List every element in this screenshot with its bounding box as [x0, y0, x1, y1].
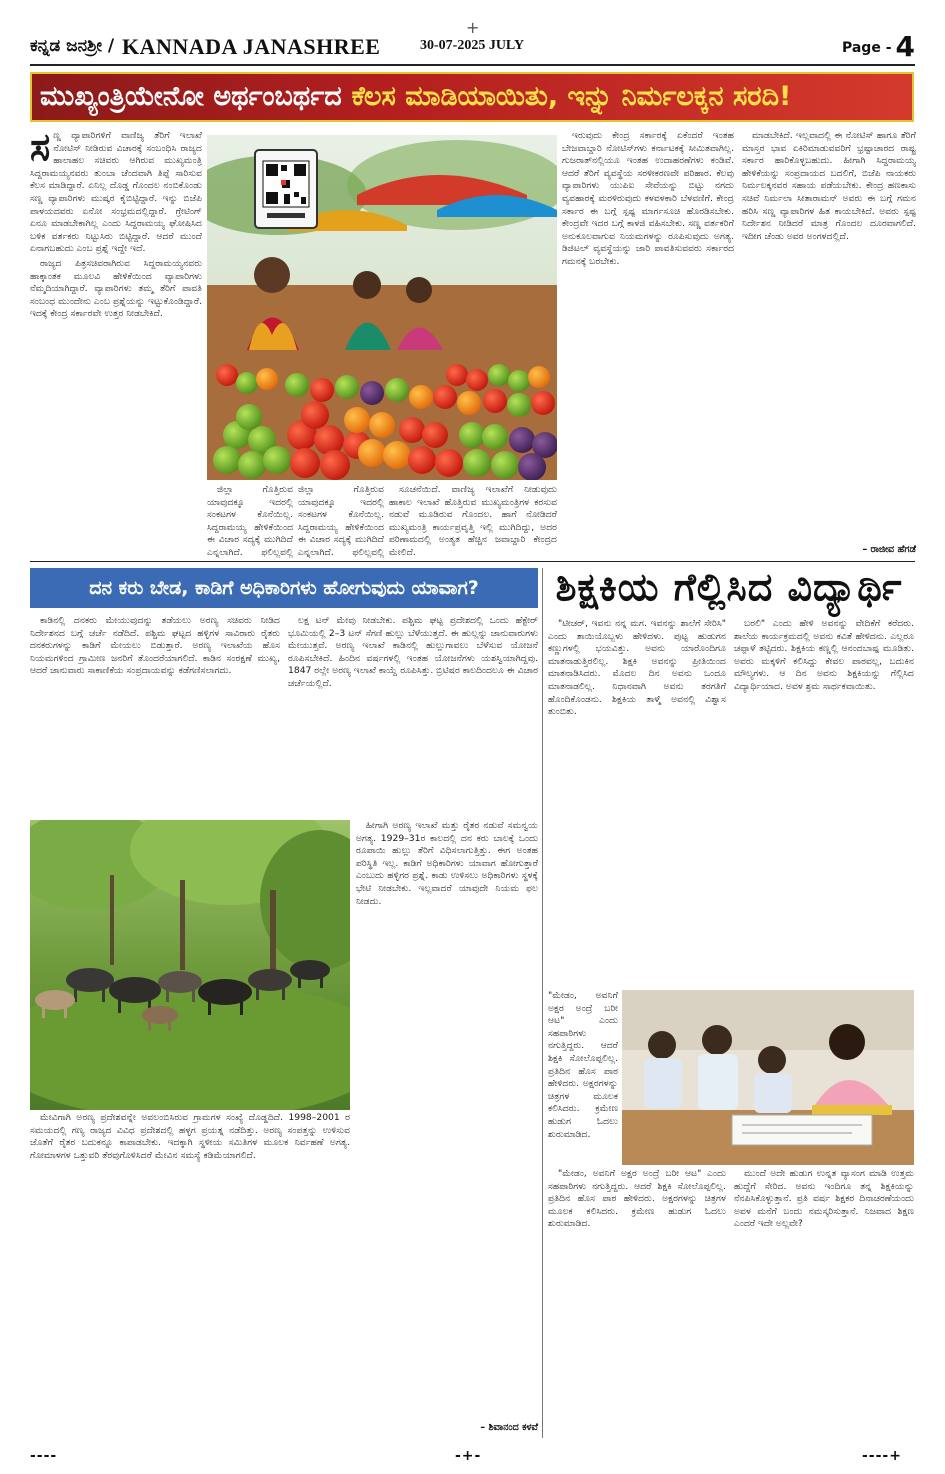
cattle-grazing-photo [30, 820, 350, 1110]
article1-column-3 [389, 484, 557, 560]
article1-dropcap: ಸ [30, 130, 51, 169]
article1-paragraph: ರಾಜ್ಯದ ಪಿತ್ರಸಚಿವರಾಗಿರುವ ಸಿದ್ದರಾಮಯ್ಯನವರು ಹಾಕ್ಕಾಂತಕ ಮೂಲವಿ ಹೇಳಿಕೆಯಿಂದ ವ್ಯಾಪಾರಿಗಳು ನೆಮ್ಮದಿಯಾಗಿದ್ದಾರೆ. ವ್ಯಾಪಾರಿಗಳು ತಮ್ಮ ತೆರಿಗೆ ಪಾವತಿ ಸಂಬಂಧ ಮುಂದೇನು ಎಂಬ ಪ್ರಶ್ನೆಯನ್ನು ಇಟ್ಟುಕೊಂಡಿದ್ದಾರೆ. ಇದಕ್ಕೆ ಕೇಂದ್ರ ಸರ್ಕಾರವೇ ಉತ್ತರ ನೀಡಬೇಕಿದೆ. [30, 257, 202, 320]
article3-headline: ಶಿಕ್ಷಕಿಯ ಗೆಲ್ಲಿಸಿದ ವಿದ್ಯಾರ್ಥಿ [555, 564, 903, 609]
footer-crop-mark: ----+ [862, 1448, 902, 1464]
registration-mark-icon: + [466, 18, 480, 37]
article1-headline-part2: ಕೆಲಸ ಮಾಡಿಯಾಯಿತು, ಇನ್ನು ನಿರ್ಮಲಕ್ಕನ ಸರದಿ! [351, 81, 792, 112]
article3-paragraph: "ಮೇಡಂ, ಅವನಿಗೆ ಅಕ್ಷರ ಅಂದ್ರೆ ಬರೀ ಆಟ" ಎಂದು ಸಹಪಾಠಿಗಳು ನಗುತ್ತಿದ್ದರು. ಆದರೆ ಶಿಕ್ಷಕಿ ಸೋಲೊಪ್ಪಲಿಲ್ಲ. ಪ್ರತಿದಿನ ಹೊಸ ಪಾಠ ಹೇಳಿದರು. ಅಕ್ಷರಗಳನ್ನು ಚಿತ್ರಗಳ ಮೂಲಕ ಕಲಿಸಿದರು. ಕ್ರಮೇಣ ಹುಡುಗ ಓದಲು ಶುರುಮಾಡಿದ. [548, 1168, 726, 1230]
article1-column-4 [562, 130, 734, 560]
article2-paragraph: ಲಕ್ಷ ಟನ್ ಮೇವು ನೀಡಬೇಕು. ಪಶ್ಚಿಮ ಘಟ್ಟ ಪ್ರದೇಶದಲ್ಲಿ ಒಂದು ಹೆಕ್ಟೇರ್ ಭೂಮಿಯಲ್ಲಿ 2–3 ಟನ್ ಸೆಗಣಿ ಹುಲ್ಲು ಬೆಳೆಯುತ್ತದೆ. ಈ ಹುಲ್ಲನ್ನು ಜಾನುವಾರುಗಳು ಮೇಯುತ್ತವೆ. ಅರಣ್ಯ ಇಲಾಖೆ ಕಾಡಿನಲ್ಲಿ ಹುಲ್ಲುಗಾವಲು ಬೆಳೆಸುವ ಯೋಜನೆ ರೂಪಿಸಬೇಕಿದೆ. ಹಿಂದಿನ ವರ್ಷಗಳಲ್ಲಿ ಇಂತಹ ಯೋಜನೆಗಳು ಯಶಸ್ವಿಯಾಗಿದ್ದವು. 1847 ರಲ್ಲೇ ಅರಣ್ಯ ಇಲಾಖೆ ಕಾಯ್ದೆ ರೂಪಿಸಿತ್ತು. ಬ್ರಿಟಿಷರ ಕಾಲದಿಂದಲೂ ಈ ವಿಚಾರ ಚರ್ಚೆಯಲ್ಲಿದೆ. [288, 615, 538, 689]
page-indicator [842, 30, 915, 63]
article3-column-2 [734, 618, 914, 988]
article1-paragraph: ಜಿಲ್ಲಾ ಗೊತ್ತಿರುವ ಯಾವುದಕ್ಕೂ ಇದರಲ್ಲಿ ಸಂಕಟಗಳ ಕೊನೆಯಿಲ್ಲ. ಸಿದ್ದರಾಮಯ್ಯ ಹೇಳಿಕೆಯಿಂದ ಈ ವಿಚಾರ ಸದ್ಯಕ್ಕೆ ಮುಗಿದಿದೆ ಎನ್ನಲಾಗಿದೆ. ಫಲಿಲ್ಲವಲ್ಲಿ [207, 484, 293, 558]
section-divider [30, 561, 915, 562]
masthead-title-kannada: ಕನ್ನಡ ಜನಶ್ರೀ / [30, 36, 115, 56]
article2-column-2b [356, 820, 538, 1420]
classroom-illustration [622, 990, 914, 1165]
article3-column-1c [548, 1168, 726, 1438]
article1-column-2b [298, 484, 384, 560]
footer-crop-mark: -+- [455, 1448, 482, 1464]
article3-paragraph: "ಟೀಚರ್, ಇವನು ನನ್ನ ಮಗ. ಇವನನ್ನು ಶಾಲೆಗೆ ಸೇರಿಸಿ" ಎಂದು ತಾಯಿಯೊಬ್ಬಳು ಹೇಳಿದಳು. ಪುಟ್ಟ ಹುಡುಗನ ಕಣ್ಣುಗಳಲ್ಲಿ ಭಯವಿತ್ತು. ಅವನು ಯಾರೊಂದಿಗೂ ಮಾತನಾಡುತ್ತಿರಲಿಲ್ಲ. ಶಿಕ್ಷಕಿ ಅವನನ್ನು ಪ್ರೀತಿಯಿಂದ ಮಾತನಾಡಿಸಿದರು. ಮೊದಲ ದಿನ ಅವನು ಒಂದೂ ಮಾತನಾಡಲಿಲ್ಲ. ನಿಧಾನವಾಗಿ ಅವನು ತರಗತಿಗೆ ಹೊಂದಿಕೊಂಡನು. ಶಿಕ್ಷಕಿಯ ತಾಳ್ಮೆ ಅವನಲ್ಲಿ ವಿಶ್ವಾಸ ತುಂಬಿತು. [548, 618, 726, 718]
footer-crop-mark: ---- [30, 1448, 58, 1464]
article3-paragraph: "ಮೇಡಂ, ಅವನಿಗೆ ಅಕ್ಷರ ಅಂದ್ರೆ ಬರೀ ಆಟ" ಎಂದು ಸಹಪಾಠಿಗಳು ನಗುತ್ತಿದ್ದರು. ಆದರೆ ಶಿಕ್ಷಕಿ ಸೋಲೊಪ್ಪಲಿಲ್ಲ. ಪ್ರತಿದಿನ ಹೊಸ ಪಾಠ ಹೇಳಿದರು. ಅಕ್ಷರಗಳನ್ನು ಚಿತ್ರಗಳ ಮೂಲಕ ಕಲಿಸಿದರು. ಕ್ರಮೇಣ ಹುಡುಗ ಓದಲು ಶುರುಮಾಡಿದ. [548, 990, 618, 1140]
article1-paragraph: ಮಾಡಬೇಕಿದೆ. ಇಲ್ಲವಾದಲ್ಲಿ ಈ ನೋಟಿಸ್ ಹಾಗೂ ತೆರಿಗೆ ಮಾಸ್ತರ ಭಾವ ಏಕಿರಿಮಾಡುವವರಿಗೆ ಭ್ರಷ್ಟಾಚಾರದ ರಾಷ್ಟ್ರ ಸರ್ಕಾರ ಹಾರಿಕೊಳ್ಳಬಹುದು. ಹೀಗಾಗಿ ಸಿದ್ದರಾಮಯ್ಯ ಹೇಳಿಕೆಯನ್ನು ಸಂಪ್ರದಾಯದ ಬದಲಿಗೆ, ಬಿಜೆಪಿ ನಾಯಕರು ನಿರ್ಮಲಕ್ಕನವರ ಸಹಾಯ ಪಡೆಯಬೇಕು. ಕೇಂದ್ರ ಹಣಕಾಸು ಸಚಿವೆ ನಿರ್ಮಲಾ ಸೀತಾರಾಮನ್ ಅವರು ಈ ಬಗ್ಗೆ ಗಮನ ಹರಿಸಿ ಸಣ್ಣ ವ್ಯಾಪಾರಿಗಳ ಹಿತ ಕಾಯಬೇಕಿದೆ. ಅವರು ಸ್ಪಷ್ಟ ನಿರ್ದೇಶನ ನೀಡಿದರೆ ಮಾತ್ರ ಗೊಂದಲ ದೂರವಾಗಲಿದೆ. ಇದೀಗ ಚೆಂಡು ಅವರ ಅಂಗಳದಲ್ಲಿದೆ. [742, 130, 916, 242]
masthead-title-english: KANNADA JANASHREE [122, 34, 381, 59]
page-label: Page - [841, 40, 892, 56]
article2-column-2 [288, 615, 538, 815]
article1-headline-part1: ಮುಖ್ಯಂತ್ರಿಯೇನೋ ಅರ್ಥಂಬರ್ಥದ [40, 81, 342, 112]
article1-paragraph: ಸೂಚನೆಯಿದೆ. ವಾಣಿಜ್ಯ ಇಲಾಖೆಗೆ ನೀಡುವುದು ಹಾಕಾಲ ಇಲಾಖೆ ಹೊತ್ತಿರುವ ಮುಖ್ಯಮಂತ್ರಿಗಳ ಕರಸುವ ನಡುವೆ ಮೂಡಿರುವ ಗೊಂದಲ. ಹಾಗೆ ನೋಡಿದರೆ ಮುಖ್ಯಮಂತ್ರಿ ಕಾರ್ಯಪ್ರವೃತ್ತಿ ಇಲ್ಲಿ ಮುಗಿದಿದ್ದು, ಅದರ ಪರಿಣಾಮದಲ್ಲಿ ಅಂತ್ಯತ ಹೆಚ್ಚಿನ ಜವಾಬ್ದಾರಿ ಕೇಂದ್ರದ ಮೇಲಿದೆ. [389, 484, 557, 558]
market-photo-illustration [207, 135, 557, 480]
article1-column-5 [742, 130, 916, 542]
article2-paragraph: ಹೀಗಾಗಿ ಅರಣ್ಯ ಇಲಾಖೆ ಮತ್ತು ರೈತರ ನಡುವೆ ಸಮನ್ವಯ ಅಗತ್ಯ. 1929–31ರ ಕಾಲದಲ್ಲಿ ದನ ಕರು ಬಾಲಕ್ಕೆ ಒಂದು ರೂಪಾಯಿ ಹುಲ್ಲು ತೆರಿಗೆ ವಿಧಿಸಲಾಗುತ್ತಿತ್ತು. ಈಗ ಅಂತಹ ಪರಿಸ್ಥಿತಿ ಇಲ್ಲ. ಕಾಡಿಗೆ ಅಧಿಕಾರಿಗಳು ಯಾವಾಗ ಹೋಗುತ್ತಾರೆ ಎಂಬುದು ಹಳ್ಳಿಗರ ಪ್ರಶ್ನೆ. ಕಾಡು ಉಳಿಸಲು ಅಧಿಕಾರಿಗಳು ಸ್ಥಳಕ್ಕೆ ಭೇಟಿ ನೀಡಬೇಕು. ಇಲ್ಲವಾದರೆ ಯಾವುದೇ ನಿಯಮ ಫಲ ನೀಡದು. [356, 820, 538, 907]
cattle-grazing-illustration [30, 820, 350, 1110]
column-divider [542, 568, 543, 1438]
article2-paragraph: ಮೇವಿಗಾಗಿ ಅರಣ್ಯ ಪ್ರದೇಶವನ್ನೇ ಅವಲಂಬಿಸಿರುವ ಗ್ರಾಮಗಳ ಸಂಖ್ಯೆ ದೊಡ್ಡದಿದೆ. 1998–2001 ರ ಸಮಯದಲ್ಲಿ ಗಣ್ಯ ರಾಜ್ಯದ ವಿವಿಧ ಪ್ರದೇಶದಲ್ಲಿ ಹಳ್ಳಗ ಪ್ರಯತ್ನ ನಡೆದಿತ್ತು. ಅರಣ್ಯ ಸಂಪತ್ತನ್ನು ಉಳಿಸುವ ಜೊತೆಗೆ ರೈತರ ಬದುಕನ್ನೂ ಕಾಪಾಡಬೇಕು. ಇದಕ್ಕಾಗಿ ಸ್ಥಳೀಯ ಸಮಿತಿಗಳ ಮೂಲಕ ನಿರ್ವಹಣೆ ಅಗತ್ಯ. ಗೋಮಾಳಗಳ ಒತ್ತುವರಿ ತೆರವುಗೊಳಿಸಿದರೆ ಮೇವಿನ ಸಮಸ್ಯೆ ಕಡಿಮೆಯಾಗಲಿದೆ. [30, 1112, 350, 1161]
market-photo [207, 135, 557, 480]
article3-paragraph: ಬರಲಿ" ಎಂದು ಹೇಳಿ ಅವನನ್ನು ವೇದಿಕೆಗೆ ಕರೆದರು. ಶಾಲೆಯ ಕಾರ್ಯಕ್ರಮದಲ್ಲಿ ಅವನು ಕವಿತೆ ಹೇಳಿದನು. ಎಲ್ಲರೂ ಚಪ್ಪಾಳೆ ತಟ್ಟಿದರು. ಶಿಕ್ಷಕಿಯ ಕಣ್ಣಲ್ಲಿ ಆನಂದಬಾಷ್ಪ ಮೂಡಿತು. ಅವರು ಮಕ್ಕಳಿಗೆ ಕಲಿಸಿದ್ದು ಕೇವಲ ಪಾಠವಲ್ಲ, ಬದುಕಿನ ಮೌಲ್ಯಗಳು. ಆ ದಿನ ಅವನು ಶಿಕ್ಷಕಿಯನ್ನು ಗೆಲ್ಲಿಸಿದ ವಿದ್ಯಾರ್ಥಿಯಾದ. ಅವಳ ಶ್ರಮ ಸಾರ್ಥಕವಾಯಿತು. [734, 618, 914, 692]
masthead-rule [30, 64, 915, 66]
article1-column-2 [207, 484, 293, 560]
article3-column-1b [548, 990, 618, 1165]
page-number: 4 [895, 30, 915, 63]
article2-headline: ದನ ಕರು ಬೇಡ, ಕಾಡಿಗೆ ಅಧಿಕಾರಿಗಳು ಹೋಗುವುದು ಯಾವಾಗ? [30, 568, 538, 608]
article1-column-1 [30, 130, 202, 555]
article1-byline: – ರಾಜೀವ ಹೆಗಡೆ [862, 544, 916, 555]
article2-column-1b [30, 1112, 350, 1442]
article1-headline [30, 72, 914, 122]
article1-paragraph: ಣ್ಣ ವ್ಯಾಪಾರಿಗಳಿಗೆ ವಾಣಿಜ್ಯ ತೆರಿಗೆ ಇಲಾಖೆ ನೋಟಿಸ್ ನೀಡಿರುವ ವಿಚಾರಕ್ಕೆ ಸಂಬಂಧಿಸಿ ರಾಜ್ಯದ ಹಾಲಾಹಲ ಸಚಿವರು ಆಗಿರುವ ಮುಖ್ಯಮಂತ್ರಿ ಸಿದ್ದರಾಮಯ್ಯನವರು ತುಂಬಾ ಚೆಂದವಾಗಿ ತಿಪ್ಪೆ ಸಾರಿಸುವ ಕೆಲಸ ಮಾಡಿದ್ದಾರೆ. ಏನಿಲ್ಲ ದೊಡ್ಡ ಗೊಂದಲ ನಂಬಿಕೊಂಡು ಸಣ್ಣ ವ್ಯಾಪಾರಿಗಳು ಮುಷ್ಕರ ಕೈಬಿಟ್ಟಿದ್ದಾರೆ. ಇನ್ನು ಬಿಜೆಪಿ ಪಾಳಯದವರು ಏನೋ ಸಂಭ್ರಮದಲ್ಲಿದ್ದಾರೆ. ಗ್ರೇಟಿಂಗ್ ಏನೂ ಮಾಡಬೇಕಾಗಿಲ್ಲ ಎಂದು ಸಿದ್ದರಾಮಯ್ಯ ಘೋಷಿಸಿದ ಬಳಿಕ ವರ್ತಕರು ನಿಟ್ಟುಸಿರು ಬಿಟ್ಟಿದ್ದಾರೆ. ಆದರೆ ಮುಂದೆ ಏನಾಗಬಹುದು ಎಂಬ ಪ್ರಶ್ನೆ ಇದ್ದೇ ಇದೆ. [30, 130, 202, 255]
article1-paragraph: ಜಿಲ್ಲಾ ಗೊತ್ತಿರುವ ಯಾವುದಕ್ಕೂ ಇದರಲ್ಲಿ ಸಂಕಟಗಳ ಕೊನೆಯಿಲ್ಲ. ಸಿದ್ದರಾಮಯ್ಯ ಹೇಳಿಕೆಯಿಂದ ಈ ವಿಚಾರ ಸದ್ಯಕ್ಕೆ ಮುಗಿದಿದೆ ಎನ್ನಲಾಗಿದೆ. ಫಲಿಲ್ಲವಲ್ಲಿ [298, 484, 384, 558]
article1-paragraph: ಇರುವುದು ಕೇಂದ್ರ ಸರ್ಕಾರಕ್ಕೆ ಏಕೆಂದರೆ ಇಂತಹ ಬೇಜವಾಬ್ದಾರಿ ನೋಟಿಸ್‌ಗಳು ಕರ್ನಾಟಕಕ್ಕೆ ಸೀಮಿತವಾಗಿಲ್ಲ. ಗುಜರಾತ್‌ನಲ್ಲಿಯೂ ಇಂತಹ ಉದಾಹರಣೆಗಳು ಕಂಡಿವೆ. ಆದರೆ ತೆರಿಗೆ ವ್ಯವಸ್ಥೆಯ ಸರಳೀಕರಣವೇ ಪರಿಹಾರ. ಕೆಲವು ವ್ಯಾಪಾರಿಗಳು ಯುಪಿಐ ಸೇವೆಯನ್ನು ಬಿಟ್ಟು ನಗದು ವ್ಯವಹಾರಕ್ಕೆ ಮರಳಿರುವುದು ಕಳವಳಕಾರಿ ಬೆಳವಣಿಗೆ. ಕೇಂದ್ರ ಸರ್ಕಾರ ಈ ಬಗ್ಗೆ ಸ್ಪಷ್ಟ ಮಾರ್ಗಸೂಚಿ ಹೊರಡಿಸಬೇಕು. ಕೇಂದ್ರವೇ ಇದರ ಬಗ್ಗೆ ಕಾಳಜಿ ವಹಿಸಬೇಕು. ಸಣ್ಣ ವರ್ತಕರಿಗೆ ಅನುಕೂಲವಾಗುವ ನಿಯಮಗಳನ್ನು ರೂಪಿಸುವುದು ಅಗತ್ಯ. ಡಿಜಿಟಲ್ ವ್ಯವಸ್ಥೆಯನ್ನು ಜಾರಿ ಪಾವತಿಸುವವರು ಸರ್ಕಾರದ ಗಮನಕ್ಕೆ ಬರಬೇಕು. [562, 130, 734, 267]
classroom-photo [622, 990, 914, 1165]
article3-column-2b [734, 1168, 914, 1438]
article2-column-1 [30, 615, 280, 815]
article3-column-1 [548, 618, 726, 988]
article2-byline: – ಶಿವಾನಂದ ಕಳವೆ [480, 1422, 538, 1433]
issue-date: 30-07-2025 JULY [420, 38, 525, 53]
article2-paragraph: ಕಾಡಿನಲ್ಲಿ ದನಕರು ಮೇಯುವುದನ್ನು ತಡೆಯಲು ಅರಣ್ಯ ಸಚಿವರು ನೀಡಿದ ನಿರ್ದೇಶನದ ಬಗ್ಗೆ ಚರ್ಚೆ ನಡೆದಿದೆ. ಪಶ್ಚಿಮ ಘಟ್ಟದ ಹಳ್ಳಿಗಳ ಸಾವಿರಾರು ರೈತರು ದನಕರುಗಳನ್ನು ಕಾಡಿಗೆ ಮೇಯಲು ಬಿಡುತ್ತಾರೆ. ಅರಣ್ಯ ಇಲಾಖೆಯ ಹೊಸ ನಿಯಮಗಳಿಂದ ಗ್ರಾಮೀಣ ಜನರಿಗೆ ತೊಂದರೆಯಾಗಲಿದೆ. ಕಾಡಿನ ಸಂರಕ್ಷಣೆ ಮುಖ್ಯ, ಆದರೆ ಜಾನುವಾರು ಸಾಕಾಣಿಕೆಯ ಸಂಪ್ರದಾಯವನ್ನು ಕಡೆಗಣಿಸಲಾಗದು. [30, 615, 280, 677]
article3-paragraph: ಮುಂದೆ ಅದೇ ಹುಡುಗ ಉನ್ನತ ವ್ಯಾಸಂಗ ಮಾಡಿ ಉತ್ತಮ ಹುದ್ದೆಗೆ ಸೇರಿದ. ಅವನು ಇಂದಿಗೂ ತನ್ನ ಶಿಕ್ಷಕಿಯನ್ನು ನೆನಪಿಸಿಕೊಳ್ಳುತ್ತಾನೆ. ಪ್ರತಿ ವರ್ಷ ಶಿಕ್ಷಕರ ದಿನಾಚರಣೆಯಂದು ಅವಳ ಮನೆಗೆ ಬಂದು ನಮಸ್ಕರಿಸುತ್ತಾನೆ. ನಿಜವಾದ ಶಿಕ್ಷಣ ಎಂದರೆ ಇದೇ ಅಲ್ಲವೇ? [734, 1168, 914, 1230]
